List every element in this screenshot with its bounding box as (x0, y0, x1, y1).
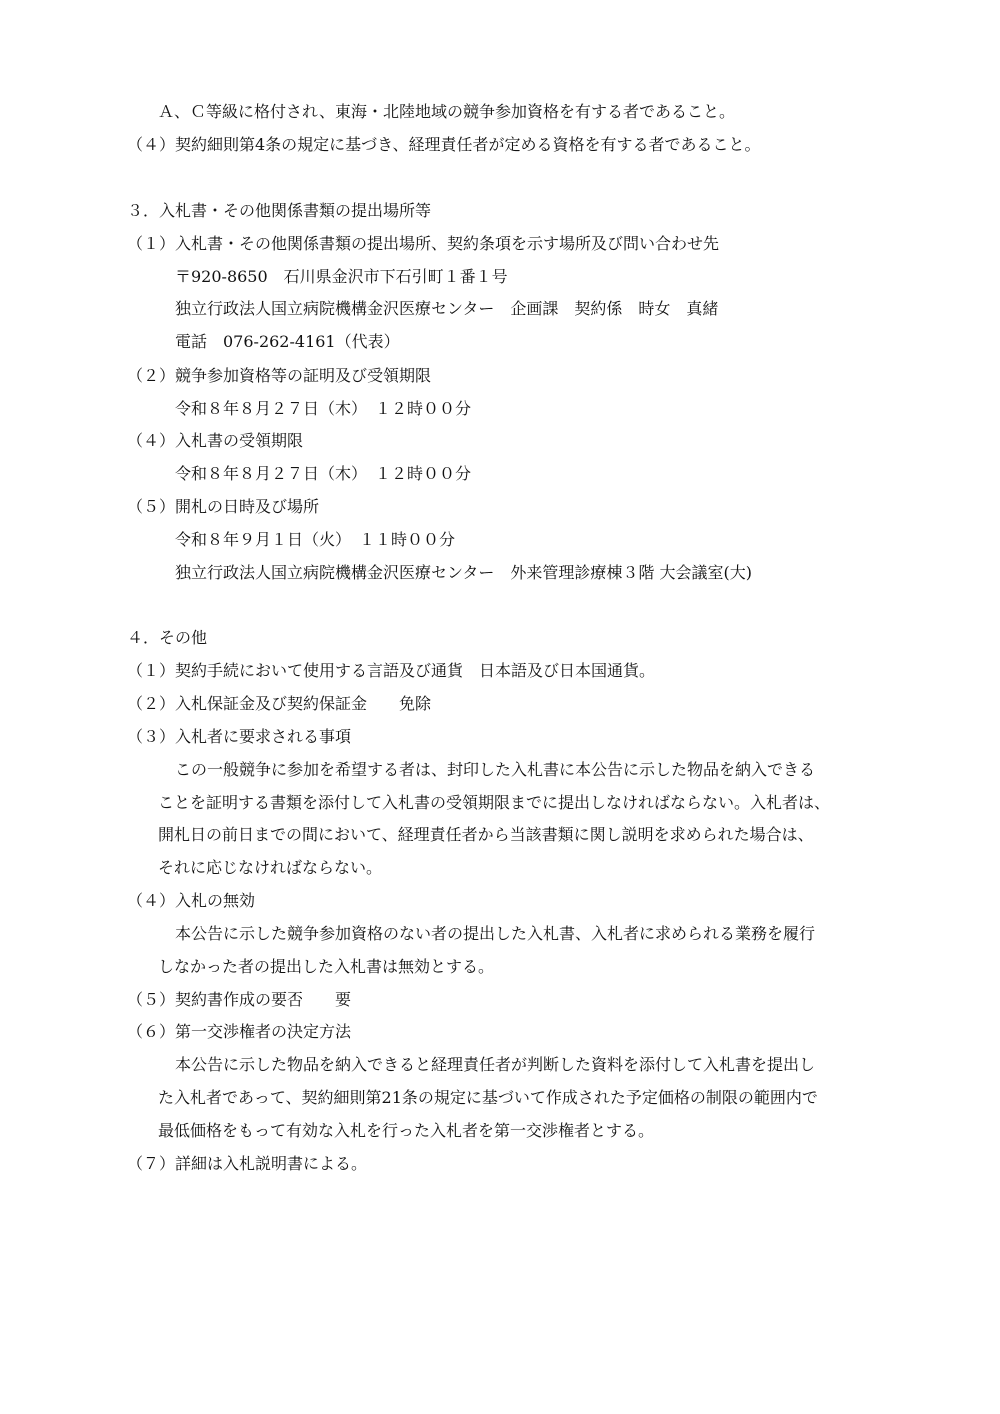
text-line: しなかった者の提出した入札書は無効とする。 (158, 957, 495, 976)
text-line: （２）入札保証金及び契約保証金 免除 (127, 694, 432, 713)
text-line: 本公告に示した競争参加資格のない者の提出した入札書、入札者に求められる業務を履行 (175, 924, 816, 943)
text-line: 電話 076-262-4161（代表） (175, 332, 400, 351)
text-line: この一般競争に参加を希望する者は、封印した入札書に本公告に示した物品を納入できる (175, 760, 816, 779)
text-line: （１）契約手続において使用する言語及び通貨 日本語及び日本国通貨。 (127, 661, 656, 680)
text-line: （４）入札書の受領期限 (127, 431, 304, 450)
section-heading: ４．その他 (127, 628, 208, 647)
text-line: 最低価格をもって有効な入札を行った入札者を第一交渉権者とする。 (158, 1121, 655, 1140)
text-line: 〒920-8650 石川県金沢市下石引町１番１号 (175, 267, 508, 286)
text-line: 令和８年９月１日（火） １１時００分 (175, 530, 456, 549)
text-line: （２）競争参加資格等の証明及び受領期限 (127, 366, 432, 385)
text-line: 開札日の前日までの間において、経理責任者から当該書類に関し説明を求められた場合は、 (158, 825, 814, 844)
text-line: （４）入札の無効 (127, 891, 256, 910)
text-line: 令和８年８月２７日（木） １２時００分 (175, 399, 472, 418)
text-line: （７）詳細は入札説明書による。 (127, 1154, 368, 1173)
text-line: （３）入札者に要求される事項 (127, 727, 352, 746)
text-line: た入札者であって、契約細則第21条の規定に基づいて作成された予定価格の制限の範囲内で (158, 1088, 818, 1107)
text-line: ことを証明する書類を添付して入札書の受領期限までに提出しなければならない。入札者は、 (158, 793, 831, 812)
text-line: （５）契約書作成の要否 要 (127, 990, 352, 1009)
text-line: 独立行政法人国立病院機構金沢医療センター 企画課 契約係 時女 真緒 (175, 299, 719, 318)
text-line: （６）第一交渉権者の決定方法 (127, 1022, 352, 1041)
text-line: 独立行政法人国立病院機構金沢医療センター 外来管理診療棟３階 大会議室(大) (175, 563, 752, 582)
text-line: （１）入札書・その他関係書類の提出場所、契約条項を示す場所及び問い合わせ先 (127, 234, 720, 253)
text-line: それに応じなければならない。 (158, 858, 383, 877)
section-heading: ３．入札書・その他関係書類の提出場所等 (127, 201, 432, 220)
text-line: 令和８年８月２７日（木） １２時００分 (175, 464, 472, 483)
text-line: Ａ、Ｃ等級に格付され、東海・北陸地域の競争参加資格を有する者であること。 (158, 102, 735, 121)
text-line: 本公告に示した物品を納入できると経理責任者が判断した資料を添付して入札書を提出し (175, 1055, 816, 1074)
text-line: （４）契約細則第4条の規定に基づき、経理責任者が定める資格を有する者であること。 (127, 135, 761, 154)
text-line: （５）開札の日時及び場所 (127, 497, 320, 516)
